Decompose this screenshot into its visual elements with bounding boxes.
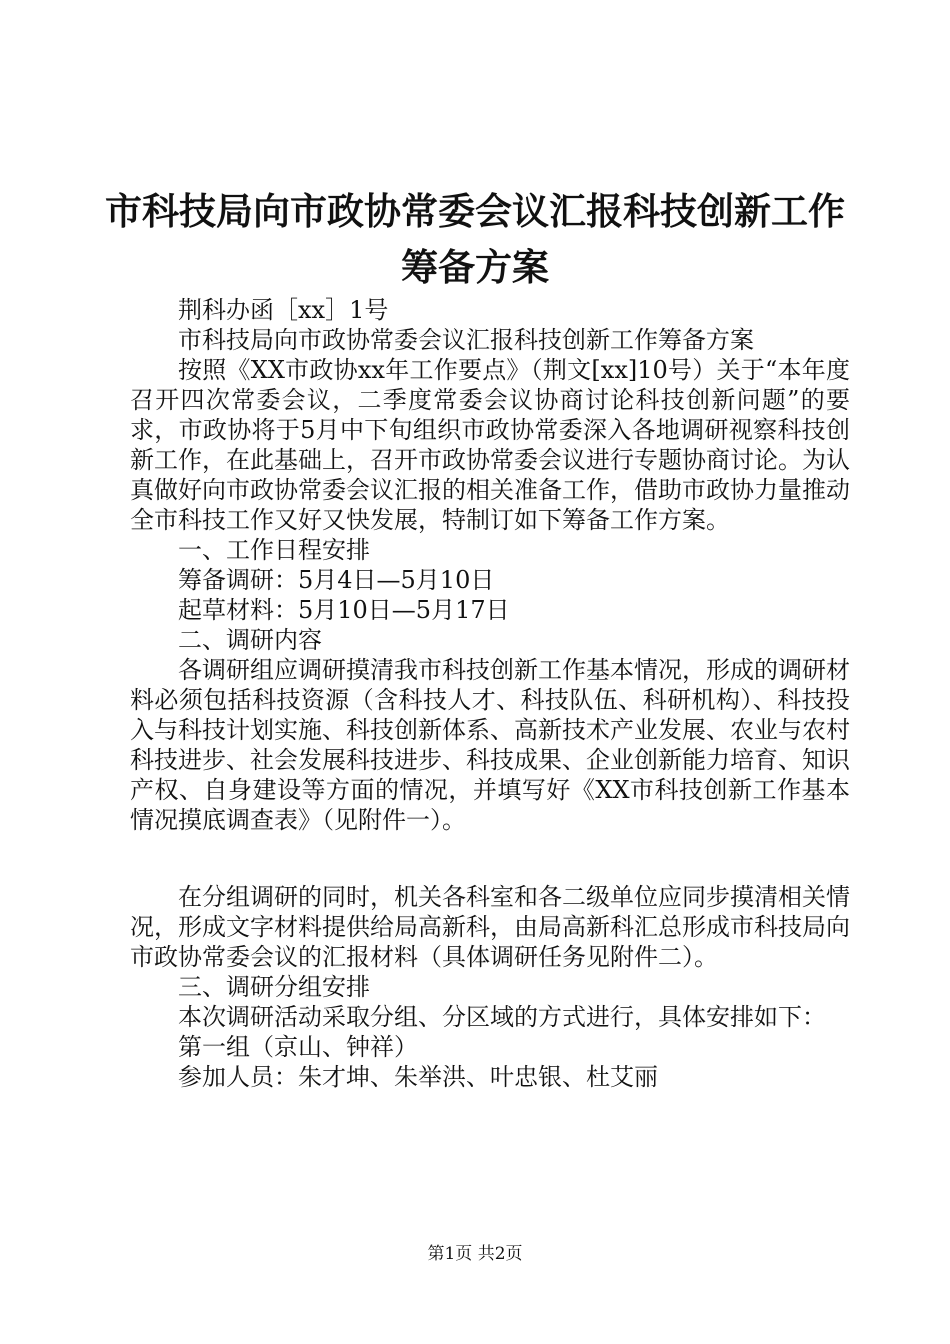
section-heading-2: 二、调研内容 [178,626,322,654]
document-title-line-2: 筹备方案 [401,245,549,289]
section-heading-1: 一、工作日程安排 [178,536,370,564]
parallel-research-paragraph: 在分组调研的同时，机关各科室和各二级单位应同步摸清相关情况，形成文字材料提供给局高新科，由局高新科汇总形成市科技局向市政协常委会议的汇报材料（具体调研任务见附件二）。 [130,883,850,971]
document-subtitle: 市科技局向市政协常委会议汇报科技创新工作筹备方案 [178,326,754,354]
document-title-line-1: 市科技局向市政协常委会议汇报科技创新工作 [105,189,845,233]
schedule-item-drafting: 起草材料：5月10日—5月17日 [178,596,510,624]
paragraph-spacer [130,835,850,882]
research-content-paragraph: 各调研组应调研摸清我市科技创新工作基本情况，形成的调研材料必须包括科技资源（含科技人才、科技队伍、科研机构）、科技投入与科技计划实施、科技创新体系、高新技术产业发展、农业与农村科技进步、社会发展科技进步、科技成果、企业创新能力培育、知识产权、自身建设等方面的情况，并填写好《XX市科技创新工作基本情况摸底调查表》（见附件一）。 [130,656,850,834]
section-heading-3: 三、调研分组安排 [178,973,370,1001]
document-number: 荆科办函［xx］1号 [178,296,389,324]
document-body [130,295,850,1092]
intro-paragraph: 按照《XX市政协xx年工作要点》（荆文[xx]10号）关于“本年度召开四次常委会议，二季度常委会议协商讨论科技创新问题”的要求，市政协将于5月中下旬组织市政协常委深入各地调研视察科技创新工作，在此基础上，召开市政协常委会议进行专题协商讨论。为认真做好向市政协常委会议汇报的相关准备工作，借助市政协力量推动全市科技工作又好又快发展，特制订如下筹备工作方案。 [130,356,850,534]
grouping-paragraph: 本次调研活动采取分组、分区域的方式进行，具体安排如下： [178,1003,826,1031]
group-one-heading: 第一组（京山、钟祥） [178,1033,418,1061]
group-one-members: 参加人员：朱才坤、朱举洪、叶忠银、杜艾丽 [178,1063,658,1091]
schedule-item-research: 筹备调研：5月4日—5月10日 [178,566,495,594]
page-footer: 第1页 共2页 [427,1244,523,1264]
